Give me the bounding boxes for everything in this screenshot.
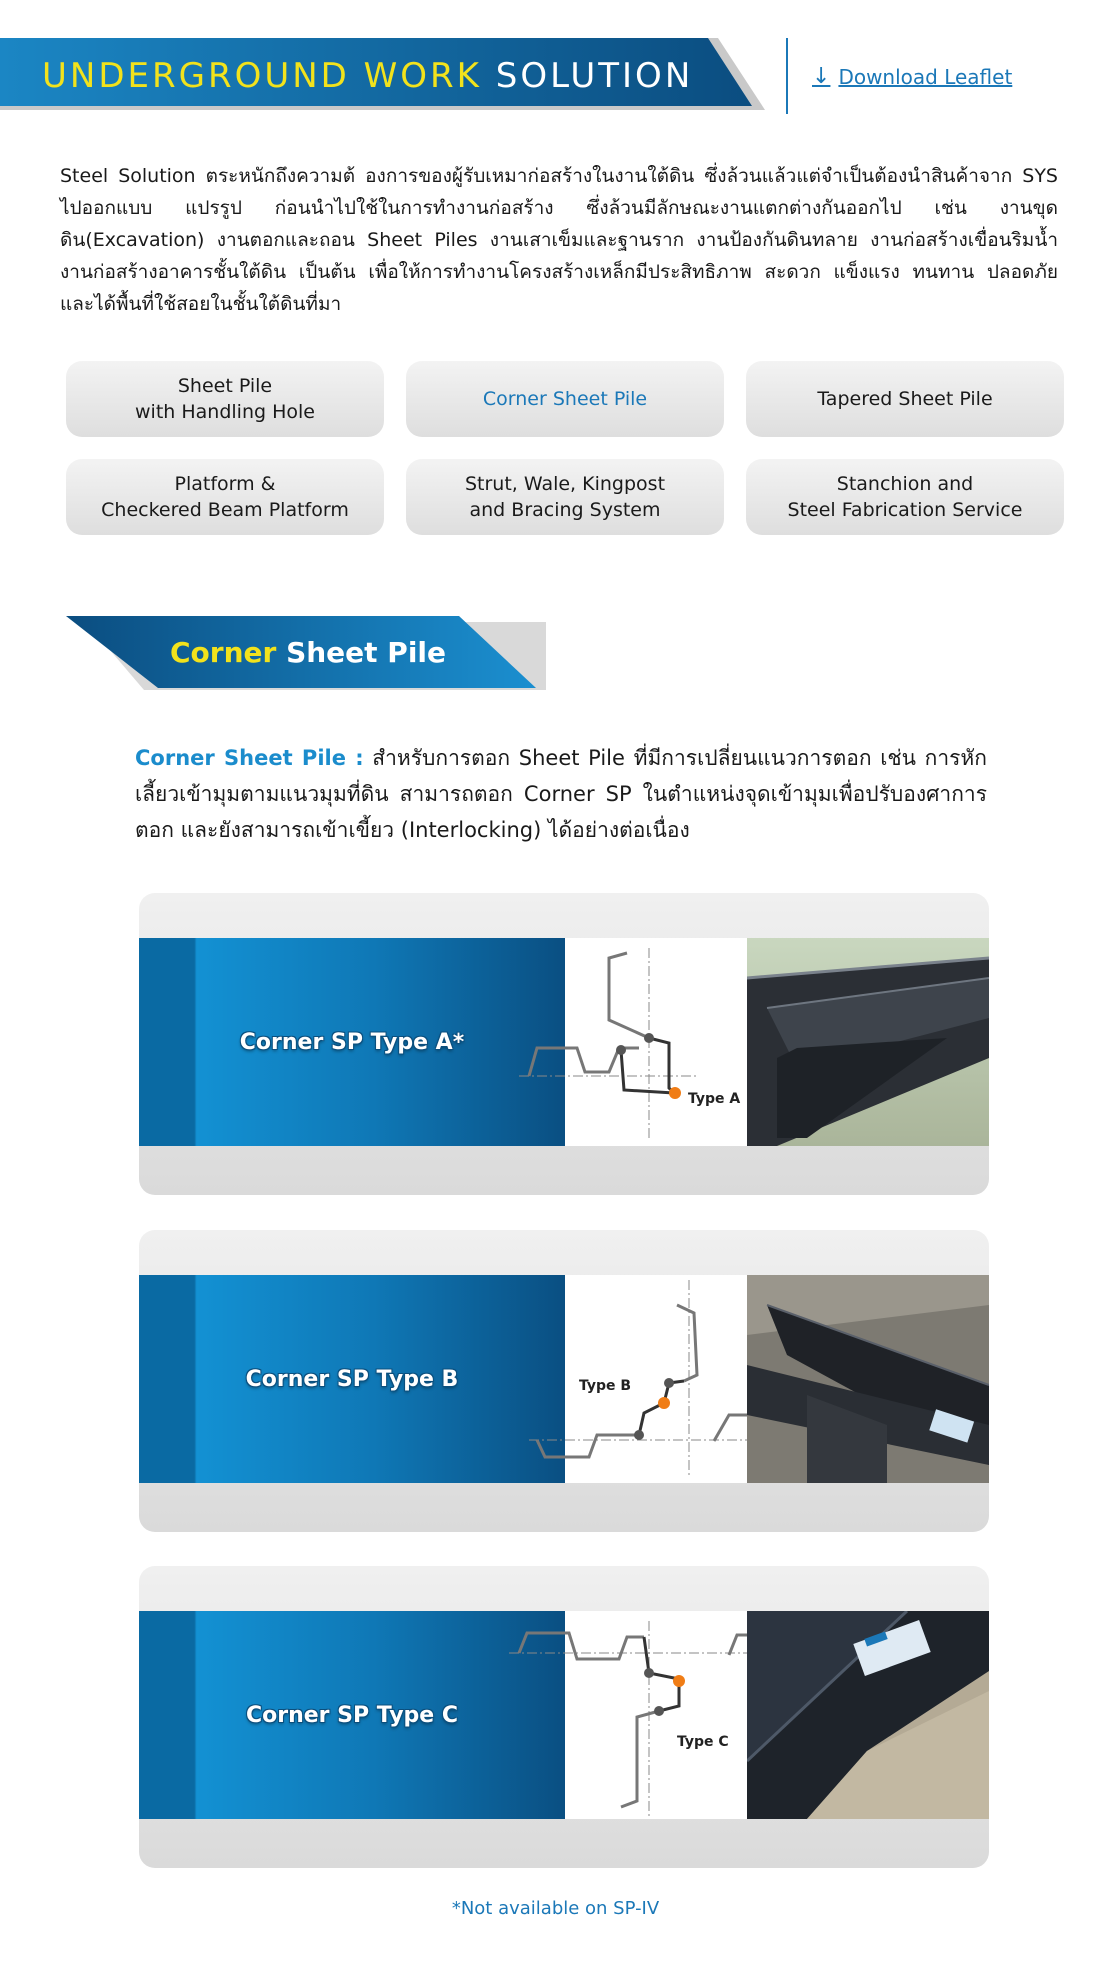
menu-item-tapered-sheet-pile[interactable]: Tapered Sheet Pile: [746, 361, 1064, 437]
title-part-solution: SOLUTION: [495, 56, 694, 96]
menu-item-platform[interactable]: Platform & Checkered Beam Platform: [66, 459, 384, 535]
type-b-diagram: [509, 1275, 749, 1483]
diagram-label: Type A: [688, 1091, 741, 1107]
download-leaflet-label: Download Leaflet: [838, 64, 1013, 89]
header-divider: [786, 38, 788, 114]
card-label: Corner SP Type B: [245, 1366, 459, 1392]
card-type-b: [139, 1230, 989, 1532]
description-text: สำหรับการตอก Sheet Pile ที่มีการเปลี่ยนแนวการตอก เช่น การหักเลี้ยวเข้ามุมตามแนวมุมที่ดิน สามารถตอก Corner SP ในตำแหน่งจุดเข้ามุมเพื่อปรับองศาการตอก และยังสามารถเข้าเขี้ยว (Interlocking) ได้อย่างต่อเนื่อง: [135, 746, 987, 842]
card-type-c: [139, 1566, 989, 1868]
type-c-photo: [747, 1611, 989, 1819]
menu-item-strut-wale[interactable]: Strut, Wale, Kingpost and Bracing System: [406, 459, 724, 535]
footnote: *Not available on SP-IV: [451, 1898, 660, 1919]
card-type-a: [139, 893, 989, 1195]
menu-item-stanchion[interactable]: Stanchion and Steel Fabrication Service: [746, 459, 1064, 535]
page-title: [42, 56, 693, 96]
type-c-diagram: [509, 1611, 749, 1819]
intro-paragraph: Steel Solution ตระหนักถึงความต้ องการของผู้รับเหมาก่อสร้างในงานใต้ดิน ซึ่งล้วนแล้วแต่จำเป็นต้องนำสินค้าจาก SYS ไปออกแบบ แปรรูป ก่อนนำไปใช้ในการทำงานก่อสร้าง ซึ่งล้วนมีลักษณะงานแตกต่างกันออกไป เช่น งานขุดดิน(Excavation) งานตอกและถอน Sheet Piles งานเสาเข็มและฐานราก งานป้องกันดินทลาย งานก่อสร้างเขื่อนริมน้ำ งานก่อสร้างอาคารชั้นใต้ดิน เป็นต้น เพื่อให้การทำงานโครงสร้างเหล็กมีประสิทธิภาพ สะดวก แข็งแรง ทนทาน ปลอดภัย และได้พื้นที่ใช้สอยในชั้นใต้ดินที่มา: [60, 165, 1058, 315]
section-title-part2: Sheet Pile: [286, 636, 446, 669]
type-a-diagram: [509, 938, 749, 1146]
section-banner: [66, 616, 546, 694]
type-b-photo: [747, 1275, 989, 1483]
description-highlight: Corner Sheet Pile :: [135, 746, 364, 770]
title-part-underground: UNDERGROUND: [42, 56, 350, 96]
diagram-label: Type B: [579, 1378, 632, 1394]
arrow-down-icon: ↓: [812, 64, 831, 89]
type-a-photo: [747, 938, 989, 1146]
diagram-label: Type C: [677, 1734, 729, 1750]
download-leaflet-link[interactable]: [812, 64, 1012, 89]
section-title: [170, 636, 446, 669]
card-label: Corner SP Type A*: [239, 1029, 465, 1055]
menu-item-sheet-pile-handling-hole[interactable]: Sheet Pile with Handling Hole: [66, 361, 384, 437]
menu-item-corner-sheet-pile[interactable]: Corner Sheet Pile: [406, 361, 724, 437]
header-banner: [0, 38, 770, 114]
section-description: [135, 740, 987, 848]
section-title-part1: Corner: [170, 636, 277, 669]
category-menu: [66, 361, 1064, 535]
title-part-work: WORK: [363, 56, 482, 96]
card-label: Corner SP Type C: [245, 1702, 459, 1728]
